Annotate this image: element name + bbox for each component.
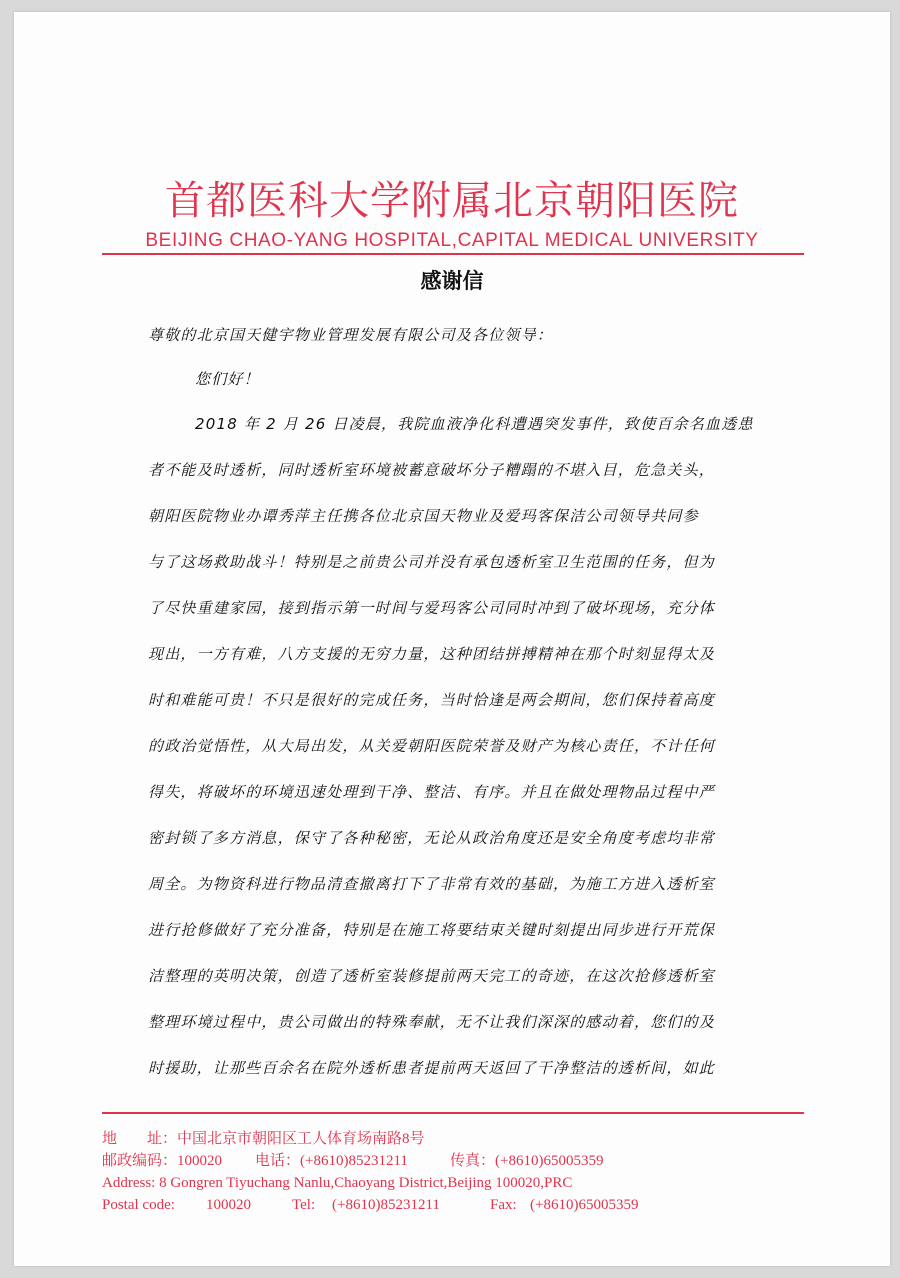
postal-label-en: Postal code: — [102, 1197, 175, 1213]
letter-title: 感谢信 — [420, 268, 484, 293]
body-line: 2018 年 2 月 26 日凌晨，我院血液净化科遭遇突发事件，致使百余名血透患 — [195, 415, 754, 433]
address-value: 中国北京市朝阳区工人体育场南路8号 — [177, 1131, 425, 1147]
footer-address-en: Address: 8 Gongren Tiyuchang Nanlu,Chaoyang District,Beijing 100020,PRC — [102, 1175, 573, 1191]
body-line: 洁整理的英明决策，创造了透析室装修提前两天完工的奇迹，在这次抢修透析室 — [148, 967, 716, 985]
fax-number: (+8610)65005359 — [495, 1153, 604, 1169]
footer-address-cn — [102, 1130, 425, 1148]
body-line: 进行抢修做好了充分准备，特别是在施工将要结束关键时刻提出同步进行开荒保 — [148, 921, 716, 939]
body-line: 与了这场救助战斗！特别是之前贵公司并没有承包透析室卫生范围的任务，但为 — [148, 553, 716, 571]
letter-page — [14, 12, 890, 1266]
body-line: 时援助，让那些百余名在院外透析患者提前两天返回了干净整洁的透析间，如此 — [148, 1059, 716, 1077]
address-label: 地 址： — [102, 1131, 178, 1147]
body-line: 整理环境过程中，贵公司做出的特殊奉献，无不让我们深深的感动着，您们的及 — [148, 1013, 716, 1031]
letterhead-divider — [102, 253, 804, 255]
body-line: 得失，将破坏的环境迅速处理到干净、整洁、有序。并且在做处理物品过程中严 — [148, 783, 716, 801]
postal-code-en: 100020 — [206, 1197, 251, 1213]
greeting: 您们好！ — [195, 370, 260, 388]
body-line: 现出，一方有难，八方支援的无穷力量，这种团结拼搏精神在那个时刻显得太及 — [148, 645, 716, 663]
body-line: 朝阳医院物业办谭秀萍主任携各位北京国天物业及爱玛客保洁公司领导共同参 — [148, 507, 699, 525]
phone-number: (+8610)85231211 — [300, 1153, 408, 1169]
body-line: 周全。为物资科进行物品清查撤离打下了非常有效的基础，为施工方进入透析室 — [148, 875, 716, 893]
footer-divider — [102, 1112, 804, 1114]
fax-label-en: Fax: — [490, 1197, 517, 1213]
body-line: 密封锁了多方消息，保守了各种秘密，无论从政治角度还是安全角度考虑均非常 — [148, 829, 716, 847]
body-line: 了尽快重建家园，接到指示第一时间与爱玛客公司同时冲到了破坏现场，充分体 — [148, 599, 716, 617]
fax-number-en: (+8610)65005359 — [530, 1197, 639, 1213]
tel-number-en: (+8610)85231211 — [332, 1197, 440, 1213]
postal-code: 100020 — [177, 1153, 223, 1169]
hospital-name-english: BEIJING CHAO-YANG HOSPITAL,CAPITAL MEDICAL UNIVERSITY — [145, 230, 759, 251]
tel-label-en: Tel: — [292, 1197, 316, 1213]
hospital-name-chinese: 首都医科大学附属北京朝阳医院 — [165, 178, 739, 224]
fax-label: 传真： — [450, 1153, 496, 1169]
salutation: 尊敬的北京国天健宇物业管理发展有限公司及各位领导： — [148, 326, 554, 344]
body-line: 的政治觉悟性，从大局出发，从关爱朝阳医院荣誉及财产为核心责任，不计任何 — [148, 737, 716, 755]
body-line: 者不能及时透析，同时透析室环境被蓄意破坏分子糟蹋的不堪入目，危急关头， — [148, 461, 716, 479]
body-line: 时和难能可贵！不只是很好的完成任务，当时恰逢是两会期间，您们保持着高度 — [148, 691, 716, 709]
footer-contact-cn — [102, 1152, 604, 1170]
phone-label: 电话： — [255, 1153, 301, 1169]
postal-label: 邮政编码： — [102, 1153, 178, 1169]
footer-contact-en — [102, 1196, 638, 1214]
